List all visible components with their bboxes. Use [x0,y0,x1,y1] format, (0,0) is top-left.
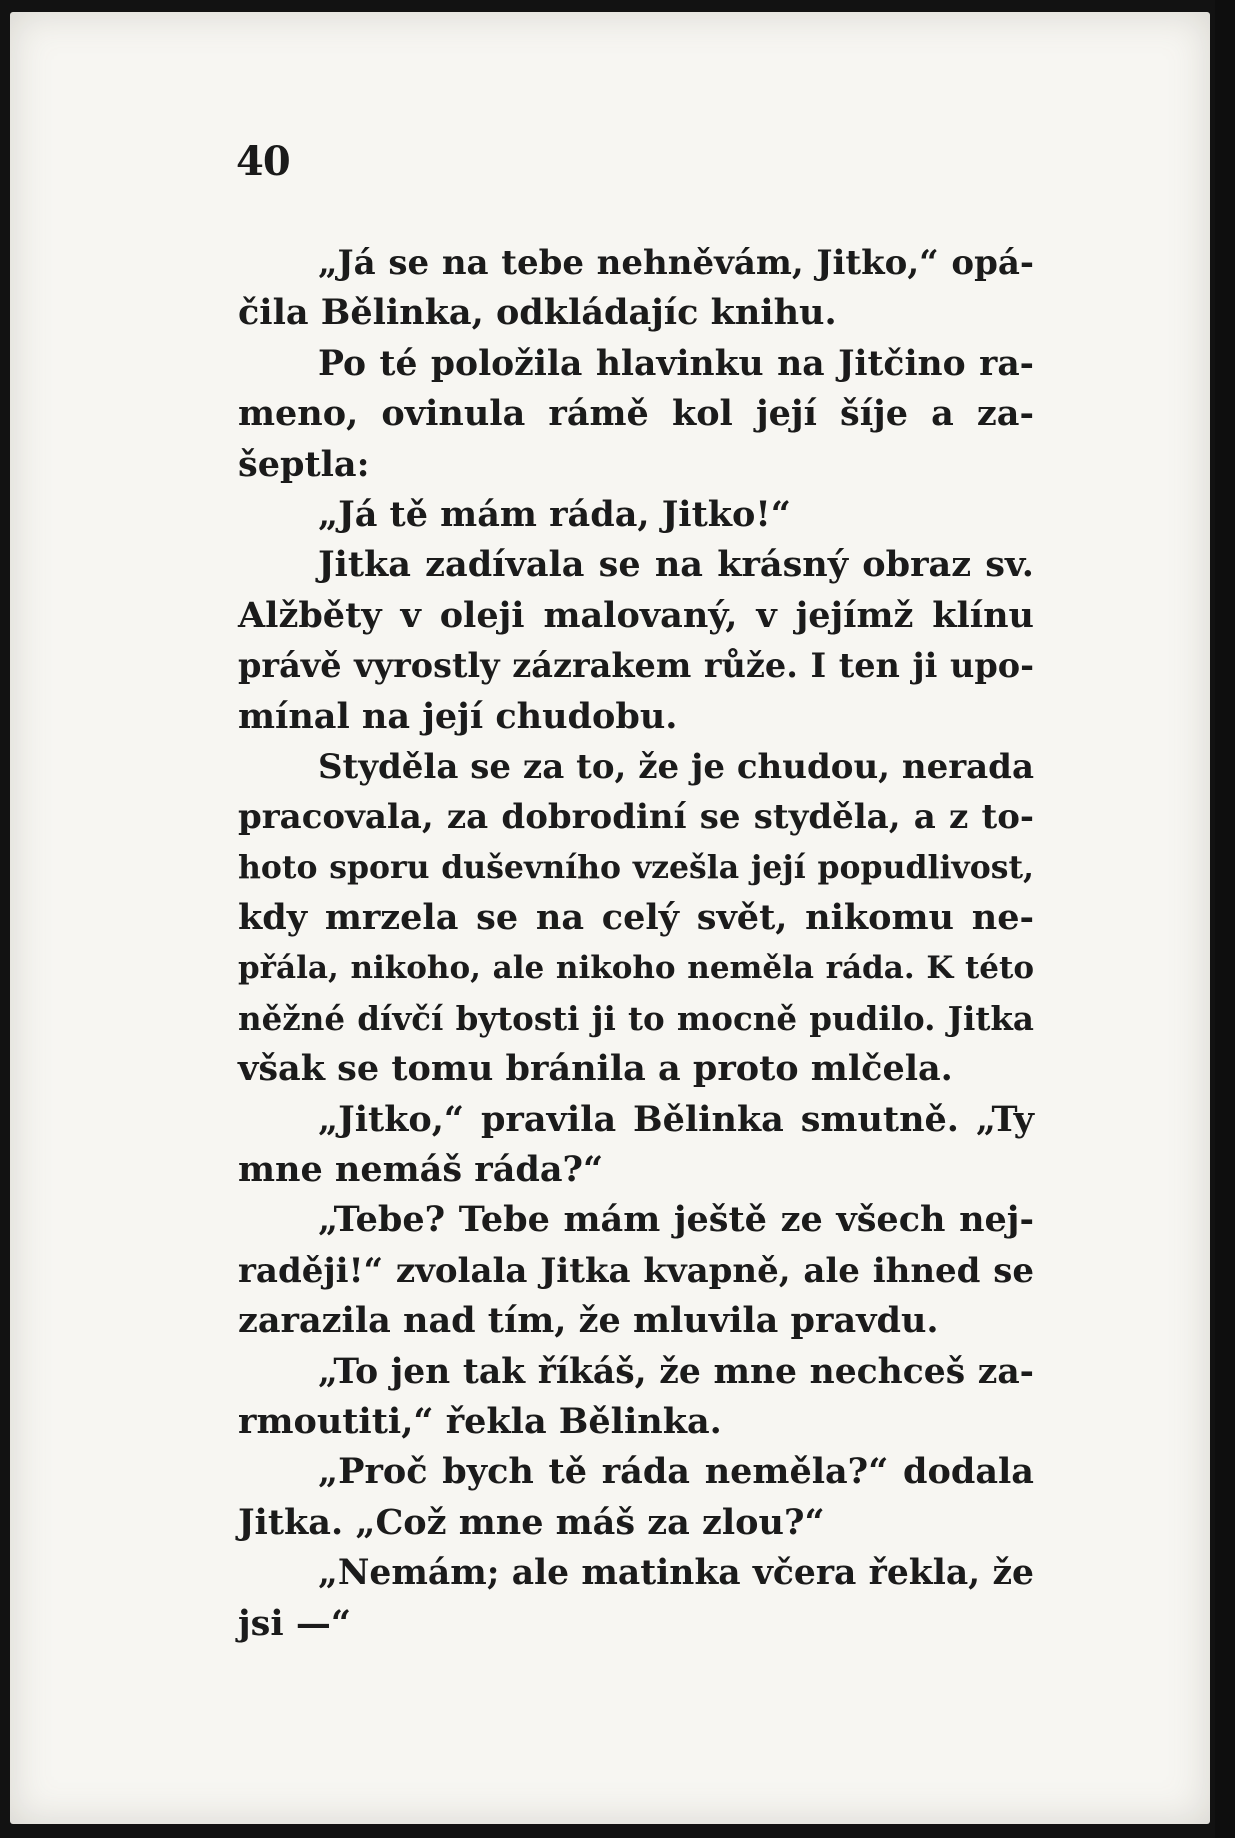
text-line: „Tebe? Tebe mám ještě ze všech nej- [318,1199,1034,1241]
text-line: „Jitko,“ pravila Bělinka smutně. „Ty [318,1098,1034,1140]
text-line: mínal na její chudobu. [238,695,678,737]
body-text [238,238,1034,1649]
text-line: „Nemám; ale matinka včera řekla, že [318,1553,1034,1594]
text-line: pracovala, za dobrodiní se styděla, a z to- [238,797,1034,838]
text-line: čila Bělinka, odkládajíc knihu. [238,292,837,334]
text-line: kdy mrzela se na celý svět, nikomu ne- [238,897,1034,939]
text-line: raději!“ zvolala Jitka kvapně, ale ihned se [238,1250,1034,1291]
text-line: „Já se na tebe nehněvám, Jitko,“ opá- [318,243,1034,283]
text-line: meno, ovinula rámě kol její šíje a za- [238,393,1034,435]
page-number: 40 [236,138,290,185]
text-line: něžné dívčí bytosti ji to mocně pudilo. Jitka [238,998,1034,1038]
text-line: šeptla: [238,443,370,485]
scan-edge [1215,0,1235,1838]
text-line: Alžběty v oleji malovaný, v jejímž klínu [238,594,1034,636]
text-line: Po té položila hlavinku na Jitčino ra- [318,343,1034,384]
text-line: přála, nikoho, ale nikoho neměla ráda. K této [238,950,1034,987]
text-line: mne nemáš ráda?“ [238,1149,604,1191]
text-line: hoto sporu duševního vzešla její popudlivost, [238,848,1034,886]
text-line: rmoutiti,“ řekla Bělinka. [238,1400,722,1442]
text-line: Jitka. „Což mne máš za zlou?“ [238,1501,825,1543]
text-line: Jitka zadívala se na krásný obraz sv. [318,544,1034,586]
text-line: „Proč bych tě ráda neměla?“ dodala [318,1451,1034,1493]
text-line: „Já tě mám ráda, Jitko!“ [318,493,791,535]
text-line: „To jen tak říkáš, že mne nechceš za- [318,1351,1034,1392]
text-line: však se tomu bránila a proto mlčela. [238,1048,953,1090]
text-line: právě vyrostly zázrakem růže. I ten ji upo- [238,646,1034,686]
text-line: jsi —“ [238,1602,351,1644]
text-line: zarazila nad tím, že mluvila pravdu. [238,1300,939,1342]
text-line: Styděla se za to, že je chudou, nerada [318,746,1034,787]
